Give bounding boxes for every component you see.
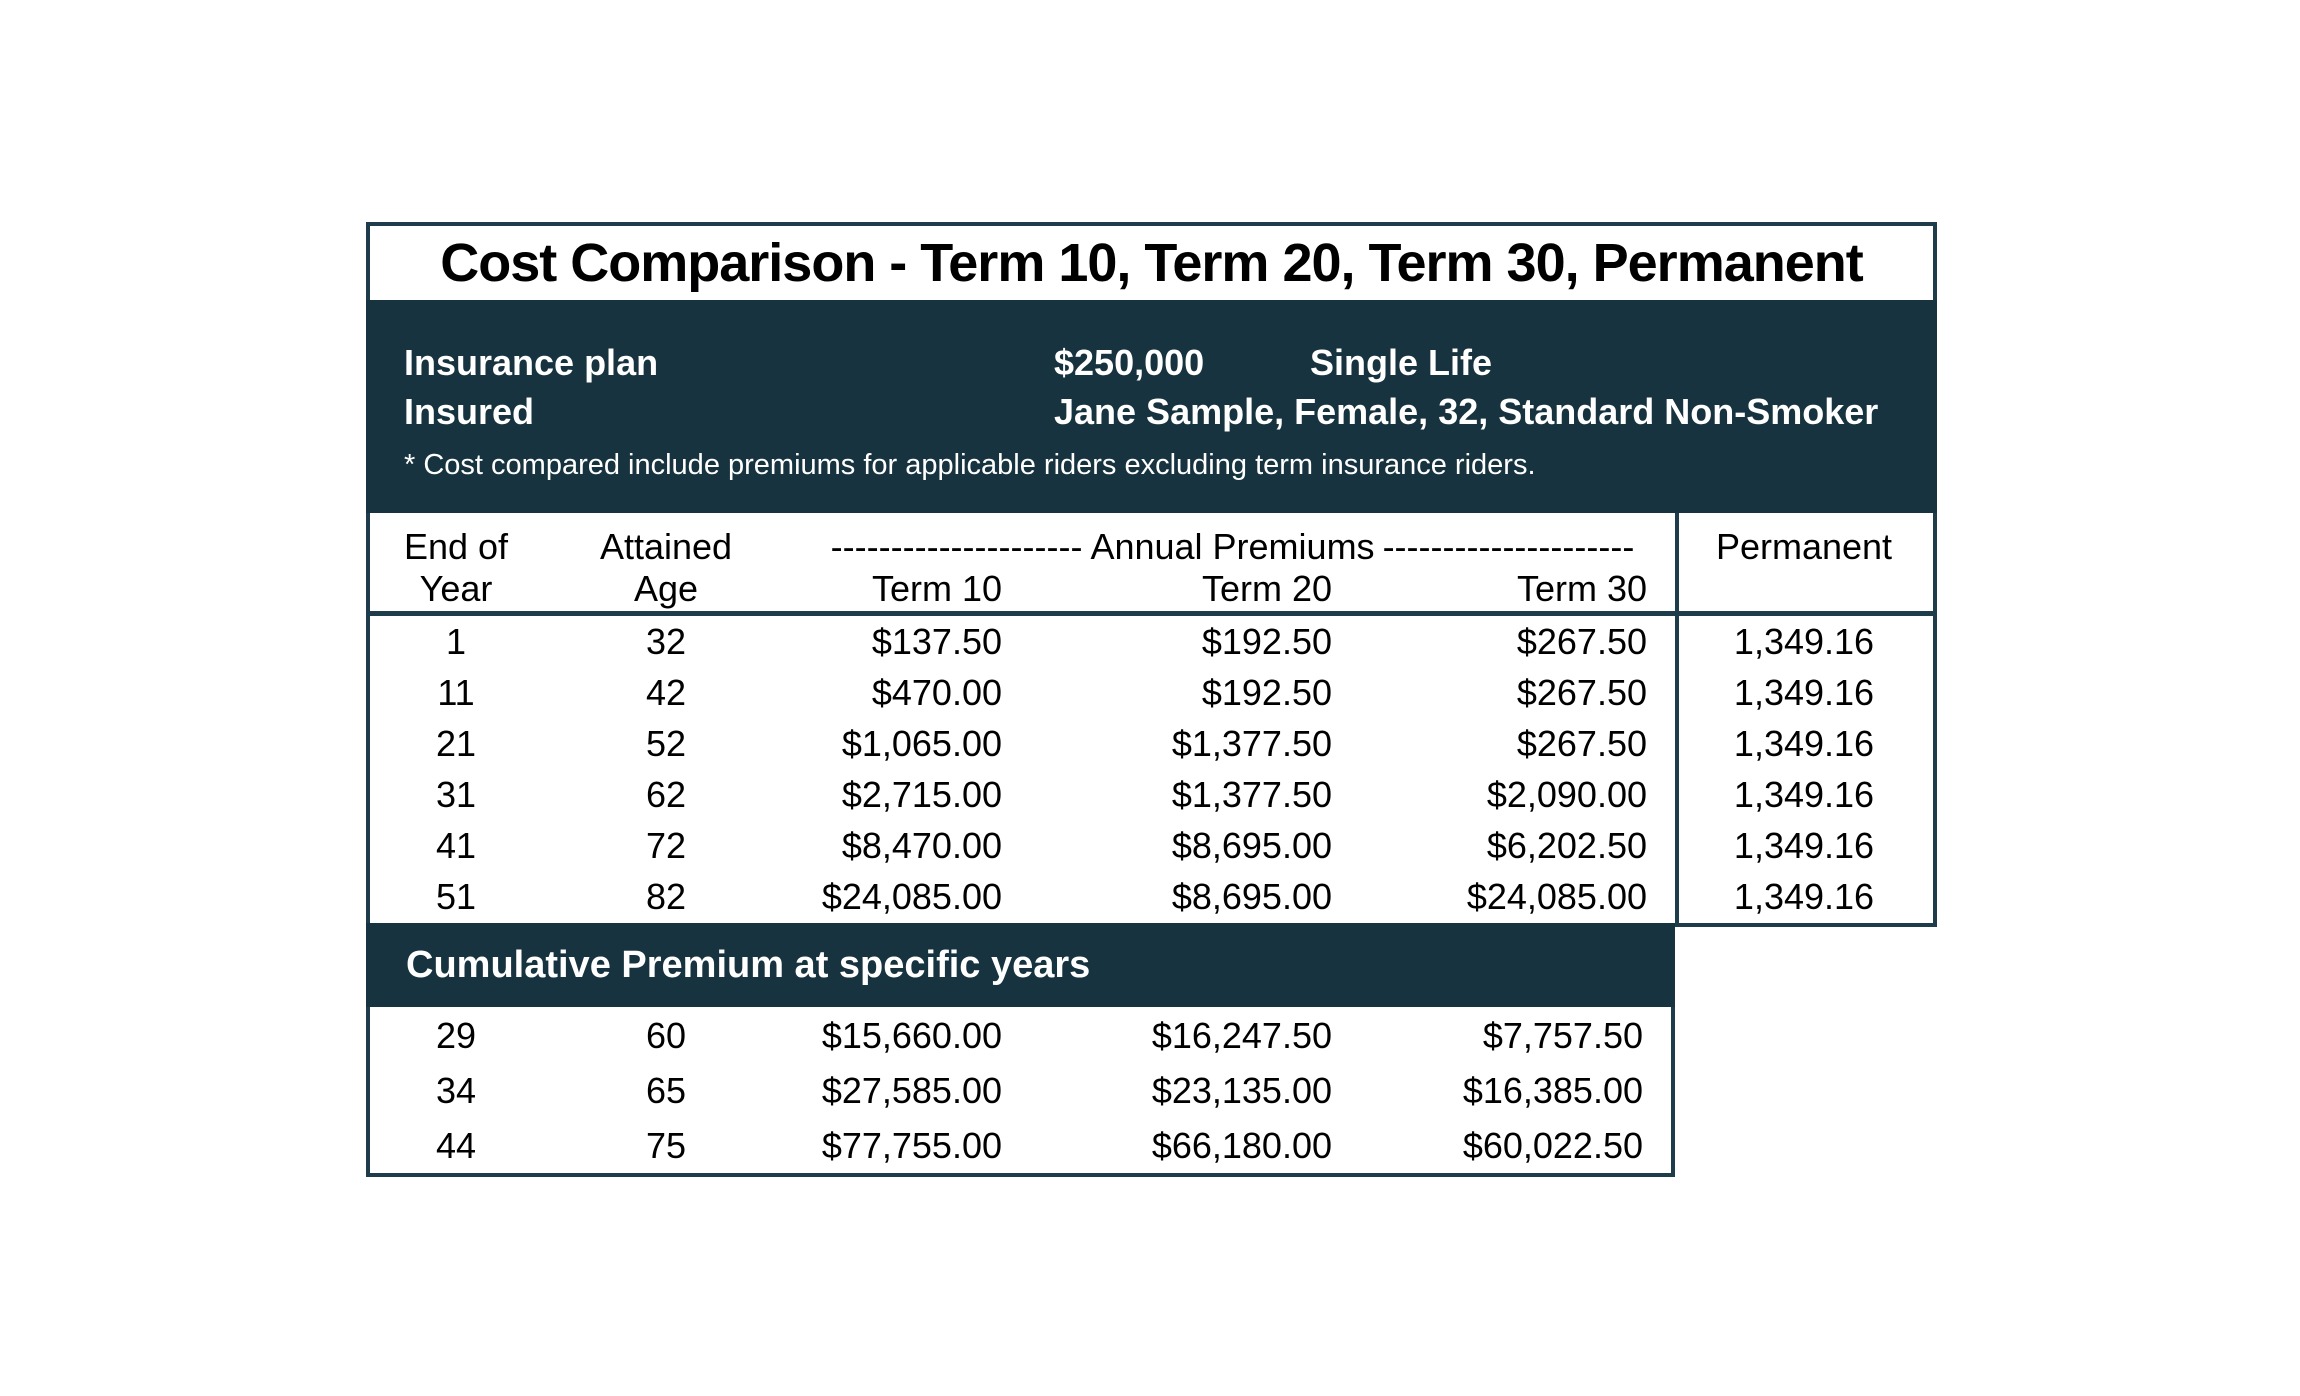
annual-row <box>370 718 1933 769</box>
header-term30: Term 30 <box>1516 568 1647 609</box>
cost-comparison-document <box>366 222 1937 1177</box>
cell-attained-age: 60 <box>645 1015 687 1056</box>
cell-permanent: 1,349.16 <box>1733 825 1875 866</box>
cell-term10: $470.00 <box>871 672 1002 713</box>
cell-term20: $66,180.00 <box>1151 1125 1332 1166</box>
cell-end-of-year: 51 <box>435 876 477 917</box>
cell-term20: $8,695.00 <box>1171 876 1332 917</box>
table-header <box>366 513 1937 616</box>
cell-term30: $6,202.50 <box>1486 825 1647 866</box>
insured-label: Insured <box>404 391 535 432</box>
cell-end-of-year: 44 <box>435 1125 477 1166</box>
cell-term30: $7,757.50 <box>1482 1015 1643 1056</box>
annual-premiums-table <box>366 616 1937 923</box>
cell-end-of-year: 29 <box>435 1015 477 1056</box>
cell-permanent: 1,349.16 <box>1733 672 1875 713</box>
cell-term10: $8,470.00 <box>841 825 1002 866</box>
cell-term10: $77,755.00 <box>821 1125 1002 1166</box>
cumulative-premiums-table <box>366 1007 1675 1177</box>
cell-term30: $60,022.50 <box>1462 1125 1643 1166</box>
cell-term20: $23,135.00 <box>1151 1070 1332 1111</box>
cell-term30: $2,090.00 <box>1486 774 1647 815</box>
cell-term10: $24,085.00 <box>821 876 1002 917</box>
cumulative-section-title: Cumulative Premium at specific years <box>406 943 1091 986</box>
cell-permanent: 1,349.16 <box>1733 774 1875 815</box>
cell-term30: $24,085.00 <box>1466 876 1647 917</box>
cell-attained-age: 42 <box>645 672 687 713</box>
annual-row <box>370 667 1933 718</box>
permanent-column-bottom-border <box>1675 923 1937 927</box>
cell-term30: $267.50 <box>1516 723 1647 764</box>
cumulative-band <box>366 923 1675 1007</box>
cell-term20: $192.50 <box>1201 672 1332 713</box>
cell-term20: $1,377.50 <box>1171 774 1332 815</box>
cell-permanent: 1,349.16 <box>1733 621 1875 662</box>
cell-attained-age: 32 <box>645 621 687 662</box>
header-permanent: Permanent <box>1715 526 1893 567</box>
cell-term10: $2,715.00 <box>841 774 1002 815</box>
riders-footnote: * Cost compared include premiums for applicable riders excluding term insurance riders. <box>404 449 1536 481</box>
insurance-plan-amount: $250,000 <box>1054 342 1205 383</box>
cell-term20: $192.50 <box>1201 621 1332 662</box>
page-title: Cost Comparison - Term 10, Term 20, Term 30, Permanent <box>440 233 1863 293</box>
cell-attained-age: 75 <box>645 1125 687 1166</box>
cell-term10: $137.50 <box>871 621 1002 662</box>
cell-end-of-year: 1 <box>445 621 467 662</box>
cell-term10: $15,660.00 <box>821 1015 1002 1056</box>
cumulative-row <box>370 1008 1671 1063</box>
cell-term10: $27,585.00 <box>821 1070 1002 1111</box>
insurance-plan-label: Insurance plan <box>404 342 659 383</box>
cell-end-of-year: 31 <box>435 774 477 815</box>
cell-term20: $8,695.00 <box>1171 825 1332 866</box>
header-term20: Term 20 <box>1201 568 1332 609</box>
cell-permanent: 1,349.16 <box>1733 723 1875 764</box>
cell-attained-age: 72 <box>645 825 687 866</box>
permanent-column-divider <box>1675 616 1679 923</box>
annual-row <box>370 871 1933 922</box>
permanent-column-divider <box>1675 513 1679 611</box>
table-header-line2 <box>370 569 1933 609</box>
cell-permanent: 1,349.16 <box>1733 876 1875 917</box>
annual-row <box>370 616 1933 667</box>
table-header-line1 <box>370 527 1933 567</box>
insurance-plan-type: Single Life <box>1310 342 1493 383</box>
header-annual-premiums-label: Annual Premiums <box>1090 526 1375 567</box>
header-dashes-left: --------------------- <box>830 526 1083 567</box>
header-age: Age <box>633 568 699 609</box>
cell-attained-age: 82 <box>645 876 687 917</box>
header-dashes-right: --------------------- <box>1382 526 1635 567</box>
cell-term30: $267.50 <box>1516 672 1647 713</box>
info-band <box>366 300 1937 513</box>
cell-term20: $1,377.50 <box>1171 723 1332 764</box>
header-attained: Attained <box>599 526 733 567</box>
cell-term30: $267.50 <box>1516 621 1647 662</box>
header-end-of: End of <box>403 526 509 567</box>
cell-term30: $16,385.00 <box>1462 1070 1643 1111</box>
title-band <box>366 222 1937 300</box>
annual-row <box>370 769 1933 820</box>
header-term10: Term 10 <box>871 568 1002 609</box>
header-year: Year <box>419 568 493 609</box>
cell-attained-age: 52 <box>645 723 687 764</box>
cell-end-of-year: 34 <box>435 1070 477 1111</box>
cell-attained-age: 62 <box>645 774 687 815</box>
cell-end-of-year: 11 <box>437 672 475 713</box>
cell-term10: $1,065.00 <box>841 723 1002 764</box>
cell-end-of-year: 21 <box>435 723 477 764</box>
annual-row <box>370 820 1933 871</box>
cumulative-row <box>370 1063 1671 1118</box>
cell-attained-age: 65 <box>645 1070 687 1111</box>
cell-end-of-year: 41 <box>435 825 477 866</box>
cell-term20: $16,247.50 <box>1151 1015 1332 1056</box>
header-annual-premiums <box>790 527 1675 567</box>
header-permanent-spacer <box>1675 569 1933 609</box>
cumulative-row <box>370 1118 1671 1173</box>
insured-value: Jane Sample, Female, 32, Standard Non-Smoker <box>1054 391 1879 432</box>
